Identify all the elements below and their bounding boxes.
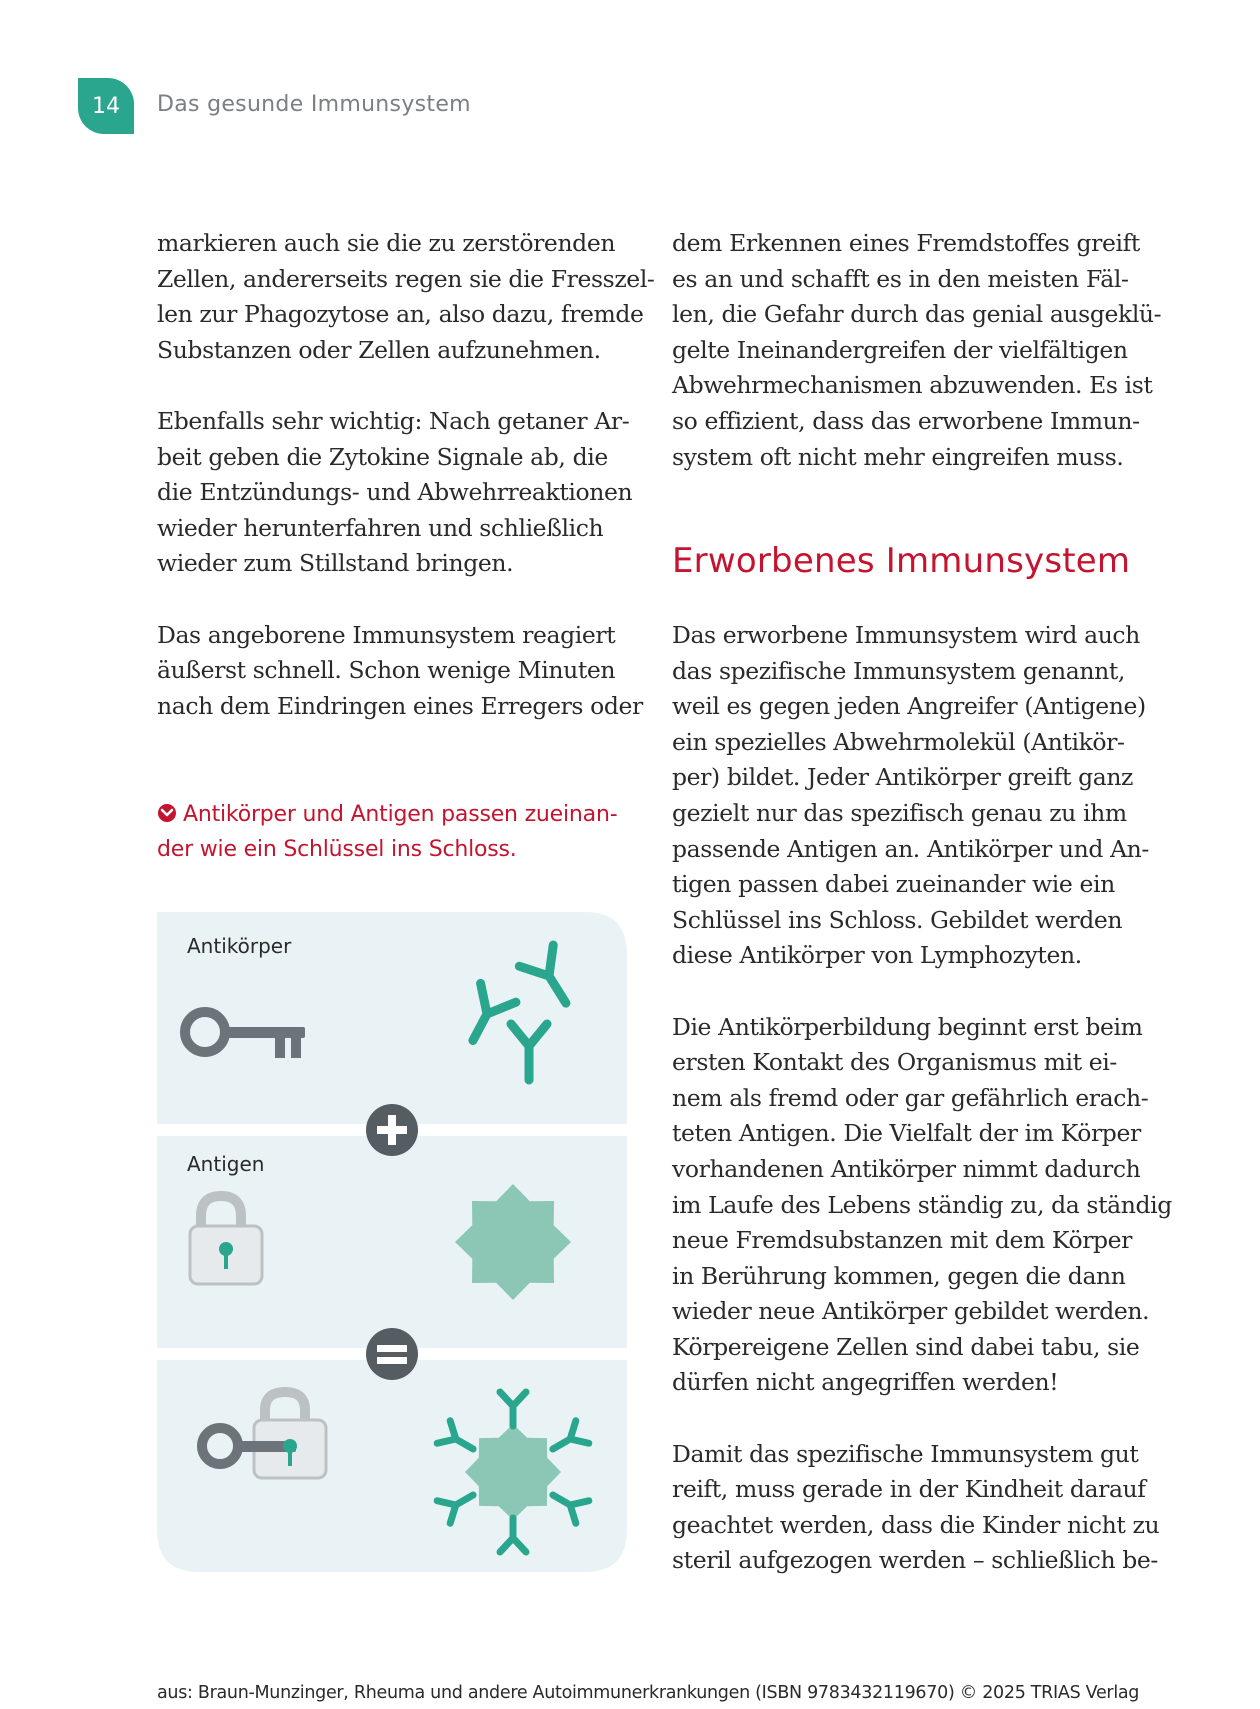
figure-graphic bbox=[157, 912, 627, 1572]
text-line: das spezifische Immunsystem genannt, bbox=[672, 656, 1125, 685]
paragraph bbox=[672, 1437, 1160, 1579]
right-column bbox=[672, 226, 1162, 475]
label-antibody: Antikörper bbox=[187, 934, 292, 958]
text-line: per) bildet. Jeder Antikörper greift ganz bbox=[672, 763, 1134, 792]
text-line: weil es gegen jeden Angreifer (Antigene) bbox=[672, 692, 1146, 721]
page-number-badge bbox=[78, 78, 134, 134]
text-line: markieren auch sie die zu zerstörenden bbox=[157, 229, 616, 257]
text-line: dürfen nicht angegriffen werden! bbox=[672, 1368, 1059, 1397]
text-line: ein spezielles Abwehrmolekül (Antikör- bbox=[672, 727, 1125, 756]
antigen-icon bbox=[455, 1184, 571, 1300]
text-line: passende Antigen an. Antikörper und An- bbox=[672, 834, 1149, 863]
text-line: Das erworbene Immunsystem wird auch bbox=[672, 621, 1140, 649]
text-line: wieder zum Stillstand bringen. bbox=[157, 549, 514, 578]
text-line: die Entzündungs- und Abwehrreaktionen bbox=[157, 478, 633, 507]
right-column-body bbox=[672, 618, 1172, 1579]
text-line: geachtet werden, dass die Kinder nicht zu bbox=[672, 1510, 1160, 1539]
text-line: nach dem Eindringen eines Erregers oder bbox=[157, 691, 643, 720]
text-line: Das angeborene Immunsystem reagiert bbox=[157, 620, 616, 649]
text-line: len zur Phagozytose an, also dazu, fremde bbox=[157, 300, 644, 329]
paragraph bbox=[157, 226, 655, 368]
text-line: steril aufgezogen werden – schließlich be- bbox=[672, 1546, 1158, 1575]
text-line: Ebenfalls sehr wichtig: Nach getaner Ar- bbox=[157, 406, 630, 435]
paragraph bbox=[157, 618, 643, 725]
page-number: 14 bbox=[92, 93, 120, 119]
paragraph bbox=[672, 618, 1152, 974]
paragraph bbox=[157, 404, 633, 582]
caption-text: Antikörper und Antigen passen zueinan- bbox=[183, 802, 618, 827]
caption-line bbox=[157, 797, 637, 832]
paragraph bbox=[672, 226, 1162, 475]
figure-caption bbox=[157, 797, 637, 867]
text-line: Schlüssel ins Schloss. Gebildet werden bbox=[672, 905, 1123, 934]
text-line: len, die Gefahr durch das genial ausgeklü- bbox=[672, 300, 1162, 329]
text-line: in Berührung kommen, gegen die dann bbox=[672, 1261, 1126, 1290]
text-line: dem Erkennen eines Fremdstoffes greift bbox=[672, 229, 1140, 257]
text-line: gelte Ineinandergreifen der vielfältigen bbox=[672, 335, 1128, 364]
text-line: reift, muss gerade in der Kindheit darauf bbox=[672, 1475, 1146, 1504]
text-line: im Laufe des Lebens ständig zu, da ständig bbox=[672, 1190, 1172, 1219]
text-line: Körpereigene Zellen sind dabei tabu, sie bbox=[672, 1332, 1140, 1361]
paragraph bbox=[672, 1010, 1172, 1402]
label-antigen: Antigen bbox=[187, 1152, 265, 1176]
text-line: tigen passen dabei zueinander wie ein bbox=[672, 870, 1115, 899]
text-line: äußerst schnell. Schon wenige Minuten bbox=[157, 656, 616, 685]
text-line: Damit das spezifische Immunsystem gut bbox=[672, 1439, 1139, 1468]
text-line: Abwehrmechanismen abzuwenden. Es ist bbox=[672, 371, 1153, 400]
bound-antigen-icon bbox=[465, 1424, 561, 1520]
left-column bbox=[157, 226, 655, 724]
text-line: Die Antikörperbildung beginnt erst beim bbox=[672, 1012, 1143, 1041]
caption-line: der wie ein Schlüssel ins Schloss. bbox=[157, 837, 517, 862]
text-line: wieder herunterfahren und schließlich bbox=[157, 513, 604, 542]
equals-icon bbox=[366, 1328, 418, 1380]
text-line: nem als fremd oder gar gefährlich erach- bbox=[672, 1083, 1149, 1112]
text-line: beit geben die Zytokine Signale ab, die bbox=[157, 442, 608, 471]
source-citation: aus: Braun-Munzinger, Rheuma und andere Autoimmunerkrankungen (ISBN 9783432119670) © 2025 TRIAS Verlag bbox=[157, 1683, 1140, 1703]
section-heading: Erworbenes Immunsystem bbox=[672, 541, 1131, 581]
text-line: wieder neue Antikörper gebildet werden. bbox=[672, 1297, 1150, 1326]
text-line: vorhandenen Antikörper nimmt dadurch bbox=[672, 1154, 1141, 1183]
running-title: Das gesunde Immunsystem bbox=[157, 92, 471, 117]
text-line: system oft nicht mehr eingreifen muss. bbox=[672, 442, 1124, 471]
chevron-heart-icon bbox=[157, 803, 177, 823]
text-line: neue Fremdsubstanzen mit dem Körper bbox=[672, 1226, 1133, 1255]
plus-icon bbox=[366, 1104, 418, 1156]
text-line: diese Antikörper von Lymphozyten. bbox=[672, 941, 1082, 970]
text-line: gezielt nur das spezifisch genau zu ihm bbox=[672, 798, 1127, 827]
text-line: Zellen, andererseits regen sie die Fresszel- bbox=[157, 264, 655, 293]
text-line: teten Antigen. Die Vielfalt der im Körper bbox=[672, 1119, 1141, 1148]
text-line: ersten Kontakt des Organismus mit ei- bbox=[672, 1048, 1117, 1077]
text-line: es an und schafft es in den meisten Fäl- bbox=[672, 264, 1129, 293]
text-line: Substanzen oder Zellen aufzunehmen. bbox=[157, 335, 601, 364]
antibody-antigen-figure bbox=[157, 912, 627, 1572]
text-line: so effizient, dass das erworbene Immun- bbox=[672, 406, 1140, 435]
